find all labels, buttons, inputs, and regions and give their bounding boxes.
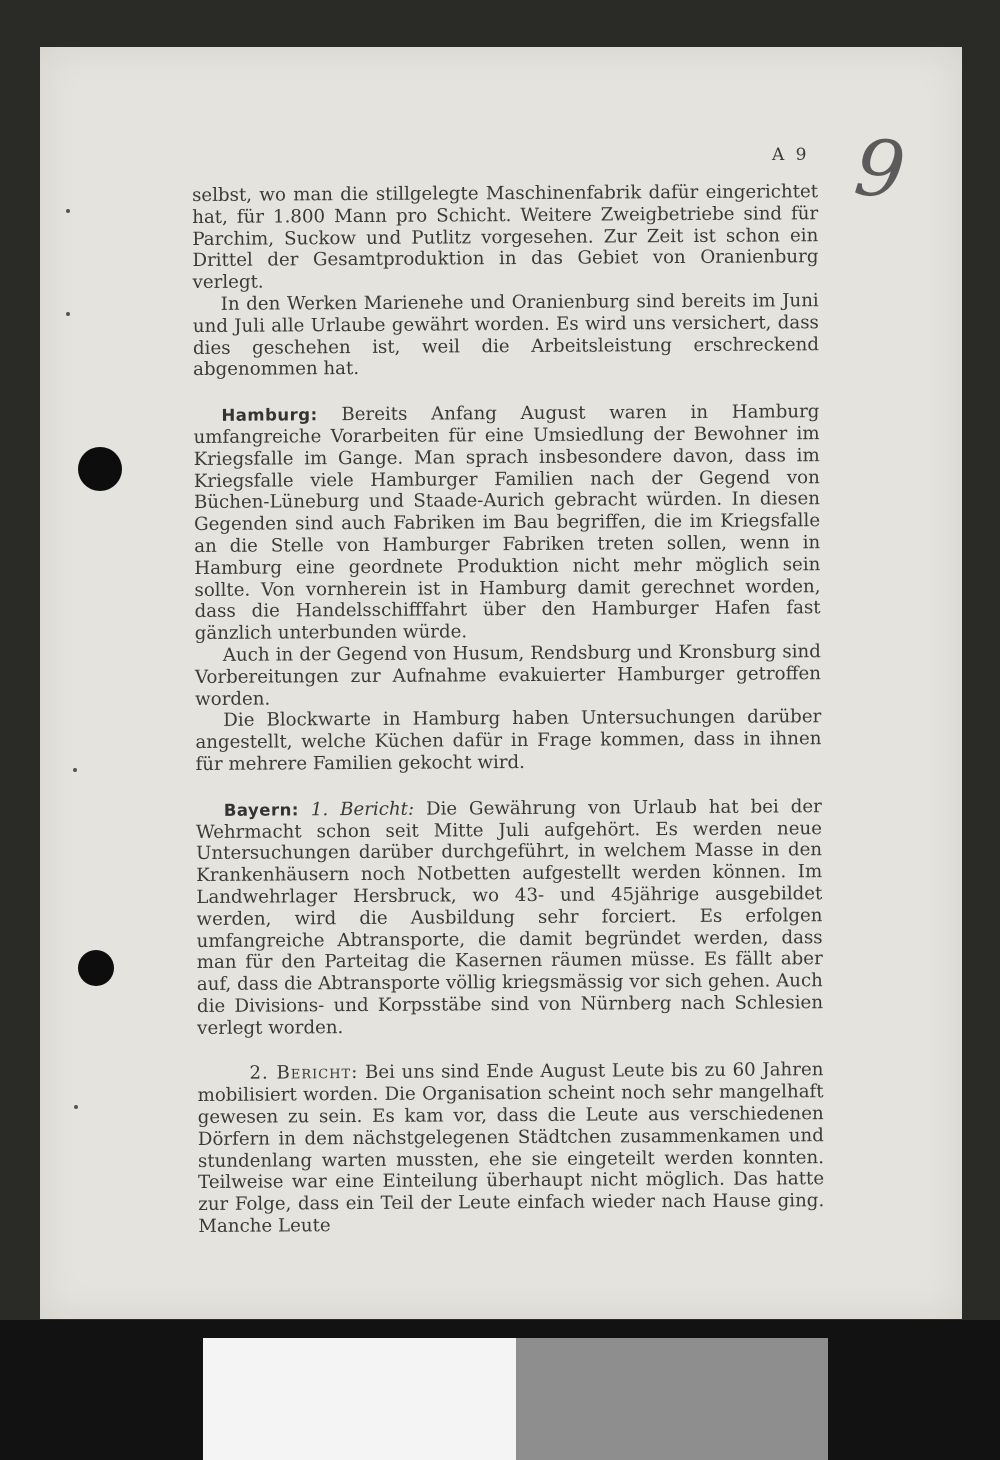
report-label: 2. Bericht: <box>249 1062 359 1085</box>
report-label: 1. Bericht: <box>310 798 415 821</box>
section-hamburg <box>193 401 820 645</box>
section-bayern-report-2 <box>197 1060 824 1238</box>
punch-hole-icon <box>78 950 114 986</box>
margin-mark <box>73 768 77 772</box>
section-bayern <box>196 796 823 1040</box>
paragraph-text: Bereits Anfang August waren in Hamburg umfangreiche Vorarbeiten für eine Umsiedlung der Bewohner im Kriegsfalle im Gange. Man sprach insbesondere davon, dass im Kriegsfalle viele Hamburger Familien nach der Gegend von Büchen-Lüneburg und Staade-Aurich gebracht würden. In diesen Gegenden sind auch Fabriken im Bau begriffen, die im Kriegsfalle an die Stelle von Hamburger Fabriken treten sollen, wenn in Hamburg eine geordnete Produktion nicht mehr möglich sein sollte. Von vornherein ist in Hamburg damit gerechnet worden, dass die Handelsschifffahrt über den Hamburger Hafen fast gänzlich unterbunden würde. <box>193 401 821 645</box>
report-text <box>192 181 824 1238</box>
calibration-white-patch <box>203 1338 516 1460</box>
page-code: A 9 <box>772 145 810 165</box>
paragraph: Auch in der Gegend von Husum, Rendsburg und Kronsburg sind Vorbereitungen zur Aufnahme evakuierter Hamburger getroffen worden. <box>194 641 822 710</box>
paragraph: In den Werken Marienehe und Oranienburg sind bereits im Juni und Juli alle Urlaube gewährt worden. Es wird uns versichert, dass dies geschehen ist, weil die Arbeitsleistung erschreckend abgenommen hat. <box>192 290 820 381</box>
paragraph: Die Blockwarte in Hamburg haben Untersuchungen darüber angestellt, welche Küchen dafür in Frage kommen, dass in ihnen für mehrere Familien gekocht wird. <box>195 706 822 775</box>
section-heading: Hamburg: <box>221 405 318 425</box>
margin-mark <box>66 209 70 213</box>
section-heading: Bayern: <box>223 800 300 820</box>
paragraph-text: Die Gewährung von Urlaub hat bei der Wehrmacht schon seit Mitte Juli aufgehört. Es werden neue Untersuchungen darüber durchgeführt, in welchem Masse in den Krankenhäusern noch Notbetten aufgestellt werden können. Im Landwehrlager Hersbruck, wo 43- und 45jährige ausgebildet werden, wird die Ausbildung sehr forciert. Es erfolgen umfangreiche Abtransporte, die damit begründet werden, dass man für den Parteitag die Kasernen räumen müsse. Es fällt aber auf, dass die Abtransporte völlig kriegsmässig vor sich gehen. Auch die Divisions- und Korpsstäbe sind von Nürnberg nach Schlesien verlegt worden. <box>195 795 824 1039</box>
punch-hole-icon <box>78 447 122 491</box>
margin-mark <box>74 1105 78 1109</box>
paragraph-text: Bei uns sind Ende August Leute bis zu 60 Jahren mobilisiert worden. Die Organisation scheint noch sehr mangelhaft gewesen zu sein. Es kam vor, dass die Leute aus verschiedenen Dörfern in dem nächstgelegenen Städtchen zusammenkamen und stundenlang warten mussten, ehe sie eingeteilt werden konnten. Teilweise war eine Einteilung überhaupt nicht möglich. Das hatte zur Folge, dass ein Teil der Leute einfach wieder nach Hause ging. Manche Leute <box>197 1059 825 1238</box>
handwritten-folio-number: 9 <box>850 122 910 218</box>
calibration-gray-patch <box>516 1338 828 1460</box>
margin-mark <box>66 312 70 316</box>
paragraph: selbst, wo man die stillgelegte Maschinenfabrik dafür eingerichtet hat, für 1.800 Mann pro Schicht. Weitere Zweigbetriebe sind für Parchim, Suckow und Putlitz vorgesehen. Zur Zeit ist schon ein Drittel der Gesamtproduktion in das Gebiet von Oranienburg verlegt. <box>192 181 819 294</box>
